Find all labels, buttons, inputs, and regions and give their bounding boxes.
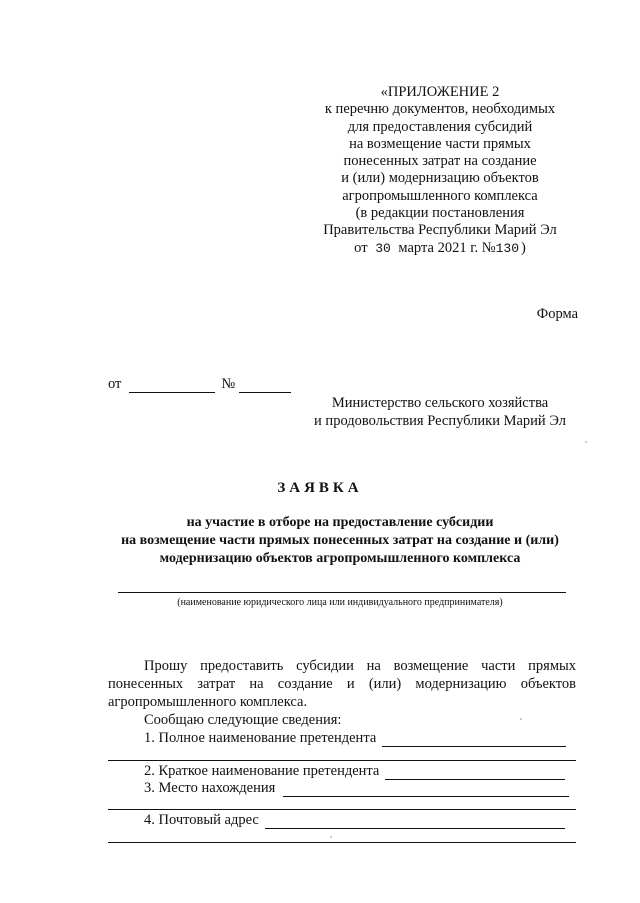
field-location-blank[interactable] [283,782,569,797]
appendix-line: «ПРИЛОЖЕНИЕ 2 [380,84,500,100]
appendix-date-line [300,240,580,257]
request-line-3: агропромышленного комплекса. [108,694,308,710]
appendix-date-suffix: ) [521,239,526,256]
scan-speck [520,718,522,720]
field-location-label: 3. Место нахождения [144,780,276,796]
field-full-name-continuation-line[interactable] [108,760,576,761]
applicant-name-caption: (наименование юридического лица или индивидуального предпринимателя) [177,597,503,608]
subtitle-line-3: модернизацию объектов агропромышленного комплекса [159,551,521,566]
appendix-date-prefix: от [354,239,368,256]
request-paragraph [108,657,576,711]
appendix-line: для предоставления субсидий [347,118,533,135]
addressee-block [300,394,580,430]
ministry-line-2: и продовольствия Республики Марий Эл [314,413,566,429]
inform-line: Сообщаю следующие сведения: [144,712,342,728]
applicant-name-blank[interactable] [118,592,566,593]
appendix-number: 130 [495,240,519,256]
from-number-row [108,376,291,393]
number-sign: № [221,376,236,392]
request-line-1: Прошу предоставить субсидии на возмещение части прямых [144,658,576,674]
field-location-continuation-line[interactable] [108,809,576,810]
appendix-line: и (или) модернизацию объектов [341,170,539,187]
subtitle-line-1: на участие в отборе на предоставление субсидии [186,515,494,530]
field-postal-address-blank[interactable] [265,814,565,829]
field-location [144,780,569,797]
document-title: ЗАЯВКА [277,480,363,496]
appendix-day: 30 [375,240,391,256]
ministry-line-1: Министерство сельского хозяйства [331,395,549,411]
scan-speck [585,441,587,443]
from-label: от [108,376,122,392]
field-short-name-label: 2. Краткое наименование претендента [144,763,380,779]
form-label: Форма [536,306,578,322]
appendix-line: Правительства Республики Марий Эл [323,222,557,239]
appendix-header [300,84,580,257]
field-postal-address [144,812,565,829]
appendix-line: (в редакции постановления [355,205,525,222]
appendix-line: агропромышленного комплекса [342,187,538,204]
request-line-2: понесенных затрат на создание и (или) модернизацию объектов [108,676,576,692]
field-short-name-blank[interactable] [385,765,565,780]
from-date-blank[interactable] [129,378,215,393]
document-subtitle [90,514,590,568]
subtitle-line-2: на возмещение части прямых понесенных затрат на создание и (или) [121,533,559,548]
field-full-name [144,730,566,747]
field-short-name [144,763,565,780]
scan-speck [330,836,332,838]
field-postal-address-continuation-line[interactable] [108,842,576,843]
appendix-line: на возмещение части прямых [349,135,531,152]
appendix-line: понесенных затрат на создание [343,153,537,170]
field-postal-address-label: 4. Почтовый адрес [144,812,259,828]
appendix-date-middle: марта 2021 г. № [398,239,496,256]
field-full-name-blank[interactable] [382,732,566,747]
from-number-blank[interactable] [239,378,291,393]
field-full-name-label: 1. Полное наименование претендента [144,730,377,746]
appendix-line: к перечню документов, необходимых [324,101,556,118]
